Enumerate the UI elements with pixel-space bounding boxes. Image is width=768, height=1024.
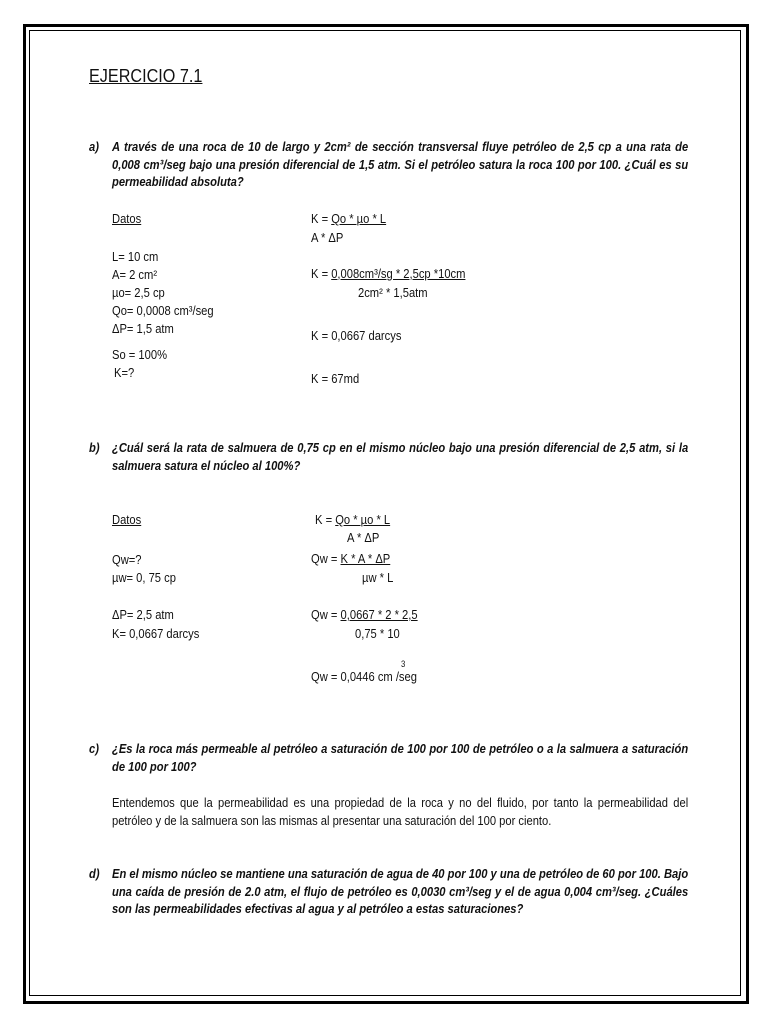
formula-a1-numerator (311, 210, 386, 228)
datos-b-pressure: ΔP= 2,5 atm (112, 607, 174, 622)
datos-a-pressure: ΔP= 1,5 atm (112, 321, 174, 336)
formula-a2-denominator: 2cm² * 1,5atm (358, 285, 428, 300)
formula-a2-numerator (311, 265, 465, 283)
result-a-md: K = 67md (311, 371, 360, 386)
formula-b3-denominator: 0,75 * 10 (355, 626, 400, 641)
formula-b3-prefix: Qw = (311, 607, 341, 622)
formula-a2-prefix: K = (311, 266, 332, 281)
datos-a-length: L= 10 cm (112, 249, 159, 264)
datos-b-permeability: K= 0,0667 darcys (112, 626, 200, 641)
question-b-label: b) (89, 440, 100, 455)
formula-b2-denominator: µw * L (362, 570, 394, 585)
datos-a-heading: Datos (112, 211, 142, 226)
datos-a-viscosity: µo= 2,5 cp (112, 285, 165, 300)
answer-c-text: Entendemos que la permeabilidad es una propiedad de la roca y no del fluido, por tanto la permeabilidad del petróleo y de la salmuera son las mismas al presentar una saturación del 100 por ciento. (112, 795, 689, 828)
formula-b1-num: Qo * µo * L (335, 512, 391, 527)
page-title: EJERCICIO 7.1 (89, 66, 203, 86)
formula-a1-prefix: K = (311, 211, 332, 226)
question-d-text: En el mismo núcleo se mantiene una saturación de agua de 40 por 100 y una de petróleo de 60 por 100. Bajo una caída de presión de 2.0 atm, el flujo de petróleo es 0,0030 cm³/seg y el de agua 0,004 cm³/seg. ¿Cuáles son las permeabilidades efectivas al agua y al petróleo a estas saturaciones? (112, 866, 689, 916)
datos-b-flow: Qw=? (112, 552, 142, 567)
question-a-label: a) (89, 139, 99, 154)
datos-a-saturation: So = 100% (112, 347, 168, 362)
datos-a-unknown: K=? (114, 365, 135, 380)
datos-a-flow: Qo= 0,0008 cm³/seg (112, 303, 214, 318)
question-a-text: A través de una roca de 10 de largo y 2cm² de sección transversal fluye petróleo de 2,5 cp a una rata de 0,008 cm³/seg bajo una presión diferencial de 1,5 atm. Si el petróleo satura la roca 100 por 100. ¿Cuál es su permeabilidad absoluta? (112, 139, 689, 189)
formula-b2-prefix: Qw = (311, 551, 341, 566)
formula-b1-numerator (315, 511, 390, 529)
question-d-label: d) (89, 866, 100, 881)
question-c-label: c) (89, 741, 99, 756)
datos-b-heading: Datos (112, 512, 142, 527)
result-b-flow: Qw = 0,0446 cm /seg (311, 669, 417, 684)
datos-a-area: A= 2 cm² (112, 267, 158, 282)
formula-b1-prefix: K = (315, 512, 336, 527)
question-c-text: ¿Es la roca más permeable al petróleo a saturación de 100 por 100 de petróleo o a la salmuera a saturación de 100 por 100? (112, 741, 689, 774)
formula-a1-denominator: A * ΔP (311, 230, 344, 245)
formula-a2-num: 0,008cm³/sg * 2,5cp *10cm (331, 266, 466, 281)
datos-b-viscosity: µw= 0, 75 cp (112, 570, 176, 585)
question-b-text: ¿Cuál será la rata de salmuera de 0,75 cp en el mismo núcleo bajo una presión diferencial de 2,5 atm, si la salmuera satura el núcleo al 100%? (112, 440, 689, 473)
formula-b2-numerator (311, 550, 390, 568)
formula-b3-numerator (311, 606, 418, 624)
formula-b3-num: 0,0667 * 2 * 2,5 (340, 607, 418, 622)
formula-b1-denominator: A * ΔP (347, 530, 380, 545)
formula-a1-num: Qo * µo * L (331, 211, 387, 226)
result-a-darcys: K = 0,0667 darcys (311, 328, 402, 343)
result-b-superscript: 3 (401, 659, 406, 669)
formula-b2-num: K * A * ΔP (340, 551, 391, 566)
